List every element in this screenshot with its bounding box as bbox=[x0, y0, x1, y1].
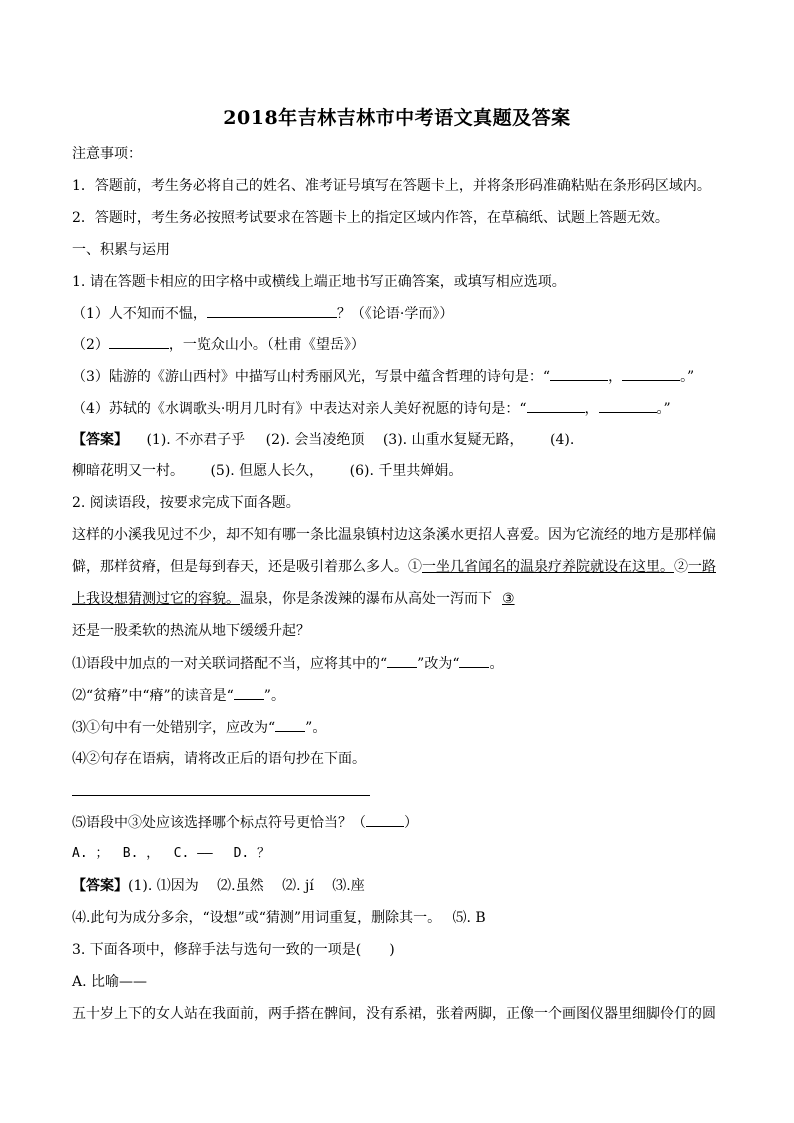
text: ⑶①句中有一处错别字，应改为“ bbox=[72, 720, 276, 736]
marker: ② bbox=[674, 559, 688, 575]
answer-blank bbox=[234, 685, 264, 700]
text: ， bbox=[608, 369, 623, 385]
answer-text: (1). ⑴因为 ⑵.虽然 ⑵. jí ⑶.座 bbox=[128, 878, 365, 894]
text: ⑵“贫瘠”中“瘠”的读音是“ bbox=[72, 688, 234, 704]
answer-blank bbox=[207, 303, 337, 318]
answer-label: 【答案】 bbox=[72, 878, 128, 894]
text: ⑴语段中加点的一对关联词搭配不当，应将其中的“ bbox=[72, 656, 388, 672]
answer-item: (4). bbox=[550, 432, 575, 448]
marker-3: ③ bbox=[502, 591, 515, 607]
text: 。” bbox=[656, 401, 671, 417]
text: （1）人不知而不愠， bbox=[72, 306, 207, 322]
text: 僻，那样贫瘠，但是每到春天，还是吸引着那么多人。① bbox=[72, 559, 422, 575]
document-title: 2018年吉林吉林市中考语文真题及答案 bbox=[223, 107, 571, 129]
answer-item: (6). 千里共婵娟。 bbox=[349, 463, 463, 479]
question-3-text-line-1: 五十岁上下的女人站在我面前，两手搭在髀间，没有系裙，张着两脚，正像一个画图仪器里细脚伶仃的圆 bbox=[72, 1006, 716, 1022]
text: 。 bbox=[489, 656, 504, 672]
answer-label: 【答案】 bbox=[72, 432, 128, 448]
text: （2） bbox=[72, 337, 109, 353]
question-2-answer bbox=[72, 876, 732, 896]
answer-blank bbox=[622, 366, 680, 381]
question-1-stem: 1. 请在答题卡相应的田字格中或横线上端正地书写正确答案，或填写相应选项。 bbox=[72, 274, 566, 290]
question-1-answer-cont bbox=[72, 461, 732, 481]
question-3-option-a: A. 比喻—— bbox=[72, 974, 148, 990]
text: ） bbox=[404, 815, 418, 831]
sub-question-2 bbox=[72, 685, 732, 706]
notice-heading: 注意事项： bbox=[72, 146, 142, 162]
answer-item: (1). 不亦君子乎 bbox=[146, 432, 246, 448]
sentence-2-start: 一路 bbox=[688, 559, 716, 575]
text: ， bbox=[584, 401, 599, 417]
sub-question-5 bbox=[72, 812, 732, 833]
sub-question-1 bbox=[72, 653, 732, 674]
answer-blank bbox=[366, 812, 404, 827]
passage-line-1: 这样的小溪我见过不少，却不知有哪一条比温泉镇村边这条溪水更招人喜爱。因为它流经的地方是那样偏 bbox=[72, 527, 716, 543]
passage-line-3 bbox=[72, 589, 732, 609]
answer-blank bbox=[109, 334, 169, 349]
sub-question-3 bbox=[72, 717, 732, 738]
answer-blank bbox=[459, 653, 489, 668]
passage-line-2 bbox=[72, 557, 732, 577]
text: ，一览众山小。（杜甫《望岳》） bbox=[168, 337, 365, 353]
text: 。” bbox=[680, 369, 695, 385]
answer-blank bbox=[527, 398, 585, 413]
passage-line-4: 还是一股柔软的热流从地下缓缓升起？ bbox=[72, 623, 310, 639]
answer-blank bbox=[275, 717, 305, 732]
question-2-answer-cont: ⑷.此句为成分多余，“设想”或“猜测”用词重复，删除其一。 ⑸. B bbox=[72, 910, 486, 926]
text: 温泉，你是条泼辣的瀑布从高处一泻而下 bbox=[240, 591, 492, 607]
question-3-stem: 3. 下面各项中，修辞手法与选句一致的一项是( ) bbox=[72, 942, 395, 958]
notice-item-2: 2．答题时，考生务必按照考试要求在答题卡上的指定区域内作答，在草稿纸、试题上答题无效。 bbox=[72, 210, 669, 226]
question-1-part-3 bbox=[72, 366, 732, 387]
text: （3）陆游的《游山西村》中描写山村秀丽风光，写景中蕴含哲理的诗句是：“ bbox=[72, 369, 551, 385]
answer-blank bbox=[550, 366, 608, 381]
text: ”改为“ bbox=[417, 656, 460, 672]
sentence-1: 一坐几省闻名的温泉疗养院就设在这里。 bbox=[422, 559, 674, 575]
answer-line bbox=[72, 795, 370, 796]
text: ⑸语段中③处应该选择哪个标点符号更恰当？（ bbox=[72, 815, 366, 831]
question-1-part-1 bbox=[72, 303, 732, 324]
question-1-part-4 bbox=[72, 398, 732, 419]
section-heading: 一、积累与运用 bbox=[72, 242, 170, 258]
answer-blank bbox=[387, 653, 417, 668]
question-2-stem: 2. 阅读语段，按要求完成下面各题。 bbox=[72, 495, 300, 511]
answer-item: (3). 山重水复疑无路， bbox=[382, 432, 524, 448]
text: ”。 bbox=[263, 688, 285, 704]
text: ”。 bbox=[305, 720, 327, 736]
options-line: A. ； B. ， C. —— D. ？ bbox=[72, 846, 271, 861]
sub-question-4: ⑷②句存在语病，请将改正后的语句抄在下面。 bbox=[72, 751, 366, 767]
text: （4）苏轼的《水调歌头·明月几时有》中表达对亲人美好祝愿的诗句是：“ bbox=[72, 401, 527, 417]
notice-item-1: 1．答题前，考生务必将自己的姓名、准考证号填写在答题卡上，并将条形码准确粘贴在条形码区域内。 bbox=[72, 178, 711, 194]
text: ？（《论语·学而》） bbox=[336, 306, 454, 322]
answer-item: 柳暗花明又一村。 bbox=[72, 463, 184, 479]
question-1-part-2 bbox=[72, 334, 732, 355]
answer-blank bbox=[599, 398, 657, 413]
answer-item: (5). 但愿人长久， bbox=[210, 463, 324, 479]
sentence-2-end: 上我设想猜测过它的容貌。 bbox=[72, 591, 240, 607]
answer-item: (2). 会当凌绝顶 bbox=[265, 432, 365, 448]
question-1-answer bbox=[72, 430, 732, 450]
